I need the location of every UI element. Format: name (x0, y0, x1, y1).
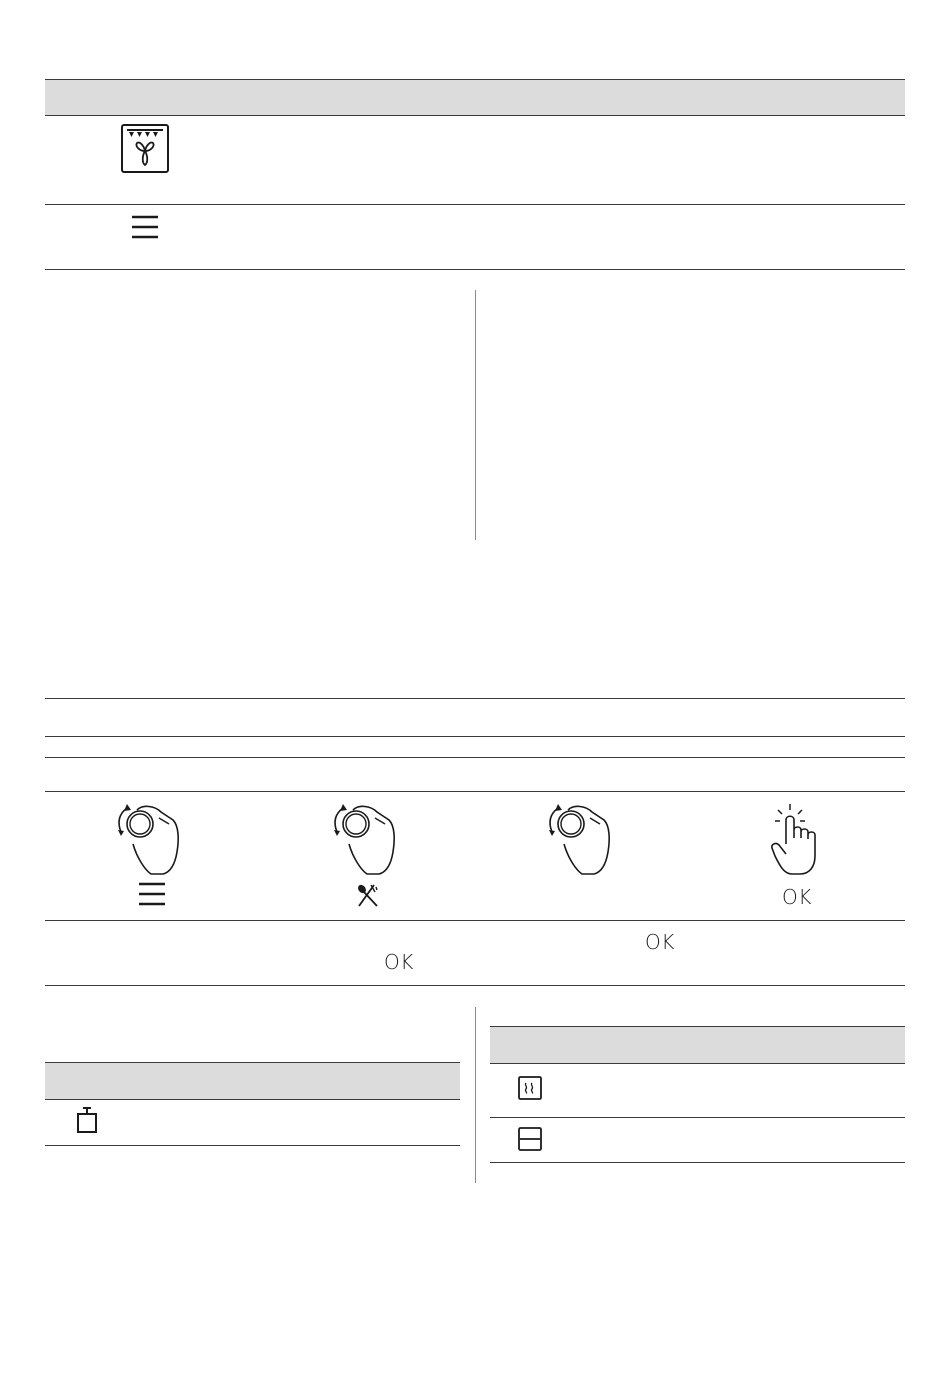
table-3-bottom-rule (45, 1145, 460, 1146)
table-1-top-rule (45, 79, 905, 80)
table-2-rule-2 (45, 736, 905, 737)
column-divider-upper (475, 290, 476, 540)
table-4-header-rule (490, 1063, 905, 1064)
step-4-ok-label: OK (782, 885, 812, 909)
table-3-header (45, 1063, 460, 1099)
table-2-bottom-rule (45, 985, 905, 986)
fan-heating-function-icon (121, 124, 169, 174)
table-3-top-rule (45, 1062, 460, 1063)
rotate-knob-hand-icon (546, 800, 612, 876)
heating-element-icon (518, 1076, 542, 1100)
table-4-top-rule (490, 1026, 905, 1027)
press-button-hand-icon (770, 804, 822, 876)
instruction-ok-symbol: OK (384, 950, 414, 974)
table-2-rule-5 (45, 920, 905, 921)
table-1-bottom-rule (45, 269, 905, 270)
table-2-rule-1 (45, 698, 905, 699)
table-2-rule-3 (45, 757, 905, 758)
table-4-bottom-rule (490, 1162, 905, 1163)
menu-icon (138, 882, 166, 906)
table-4-row-rule (490, 1117, 905, 1118)
table-1-row-rule (45, 204, 905, 205)
rotate-knob-hand-icon (115, 800, 181, 876)
timer-icon (76, 1107, 98, 1134)
minus-box-icon (518, 1127, 542, 1151)
table-1-header (45, 80, 905, 115)
table-2-rule-4 (45, 791, 905, 792)
table-4-header (490, 1027, 905, 1063)
table-1-header-rule (45, 115, 905, 116)
rotate-knob-hand-icon (331, 800, 397, 876)
cutlery-icon (356, 884, 380, 908)
instruction-ok-symbol: OK (645, 930, 675, 954)
column-divider-lower (475, 1007, 476, 1183)
menu-icon (131, 215, 159, 239)
table-3-header-rule (45, 1099, 460, 1100)
